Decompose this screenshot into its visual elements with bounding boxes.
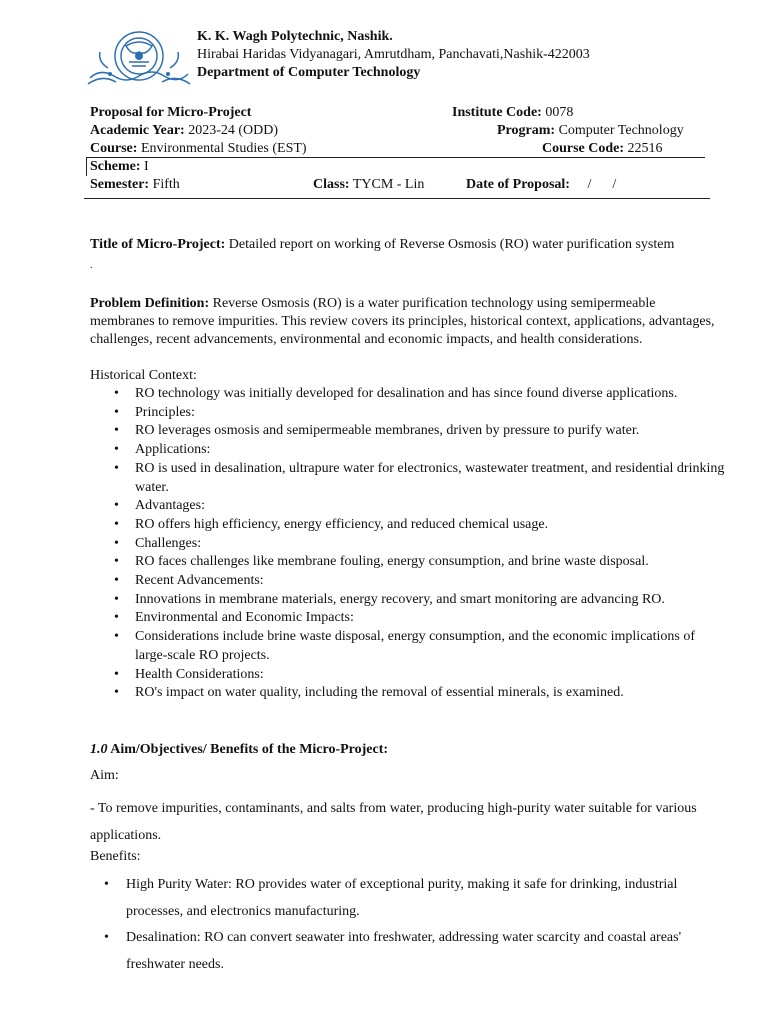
- aim-text: - To remove impurities, contaminants, and salts from water, producing high-purity water suitable for various applications.: [90, 801, 697, 843]
- title-label: Title of Micro-Project:: [90, 237, 226, 252]
- class: [313, 177, 424, 193]
- program-value: Computer Technology: [558, 123, 684, 138]
- benefits-list: [90, 872, 730, 978]
- scheme-value: I: [144, 159, 149, 174]
- institute-code-label: Institute Code:: [452, 105, 542, 120]
- meta-divider-top: [86, 157, 705, 158]
- institute-code: [452, 105, 573, 121]
- problem-text: Reverse Osmosis (RO) is a water purification technology using semipermeable membranes to remove impurities. This review covers its principles, historical context, applications, advantages, challenges, recent advancements, environmental and economic impacts, and health considerations.: [90, 296, 715, 347]
- list-item: • Advantages:: [90, 497, 730, 516]
- title-trailing-dot: .: [90, 260, 93, 271]
- list-item: • Environmental and Economic Impacts:: [90, 609, 730, 628]
- section-number: 1.0: [90, 742, 108, 757]
- problem-definition: [90, 295, 722, 349]
- problem-label: Problem Definition:: [90, 296, 210, 311]
- list-item: • RO is used in desalination, ultrapure water for electronics, wastewater treatment, and residential drinking water.: [90, 460, 730, 497]
- list-item: • Challenges:: [90, 535, 730, 554]
- department-name: Department of Computer Technology: [197, 65, 421, 80]
- historical-context-heading: Historical Context:: [90, 368, 197, 383]
- academic-year-value: 2023-24 (ODD): [188, 123, 279, 138]
- class-label: Class:: [313, 177, 350, 192]
- list-item: • Principles:: [90, 404, 730, 423]
- list-item: • Health Considerations:: [90, 666, 730, 685]
- list-item: • Innovations in membrane materials, energy recovery, and smart monitoring are advancing RO.: [90, 591, 730, 610]
- list-item: • RO's impact on water quality, including the removal of essential minerals, is examined.: [90, 684, 730, 703]
- course-label: Course:: [90, 141, 138, 156]
- program: [497, 123, 684, 139]
- date-label: Date of Proposal:: [466, 177, 570, 192]
- course-code-value: 22516: [627, 141, 663, 156]
- list-item: • RO technology was initially developed for desalination and has since found diverse applications.: [90, 385, 730, 404]
- institute-code-value: 0078: [545, 105, 574, 120]
- meta-divider-left: [86, 157, 87, 176]
- academic-year-label: Academic Year:: [90, 123, 185, 138]
- scheme: [90, 159, 149, 175]
- class-value: TYCM - Lin: [352, 177, 425, 192]
- semester: [90, 177, 180, 193]
- scheme-label: Scheme:: [90, 159, 141, 174]
- list-item: • High Purity Water: RO provides water of exceptional purity, making it safe for drinking, industrial processes, and electronics manufacturing.: [90, 872, 730, 925]
- list-item: • RO faces challenges like membrane fouling, energy consumption, and brine waste disposal.: [90, 553, 730, 572]
- problem-bullet-list: [90, 385, 730, 703]
- micro-project-title: [90, 236, 722, 254]
- proposal-heading: Proposal for Micro-Project: [90, 105, 252, 120]
- section-aims-heading: [90, 742, 388, 758]
- list-item: • Recent Advancements:: [90, 572, 730, 591]
- list-item: • RO leverages osmosis and semipermeable membranes, driven by pressure to purify water.: [90, 422, 730, 441]
- aim-label: Aim:: [90, 768, 119, 783]
- institute-name: K. K. Wagh Polytechnic, Nashik.: [197, 29, 393, 44]
- college-logo-icon: [86, 28, 192, 86]
- institute-address: Hirabai Haridas Vidyanagari, Amrutdham, Panchavati,Nashik-422003: [197, 47, 590, 62]
- course: [90, 141, 307, 157]
- section-title: Aim/Objectives/ Benefits of the Micro-Project:: [110, 742, 389, 757]
- semester-label: Semester:: [90, 177, 150, 192]
- list-item: • Considerations include brine waste disposal, energy consumption, and the economic implications of large-scale RO projects.: [90, 628, 730, 665]
- academic-year: [90, 123, 278, 139]
- list-item: • Applications:: [90, 441, 730, 460]
- date-value: / /: [587, 177, 617, 192]
- semester-value: Fifth: [152, 177, 180, 192]
- date-of-proposal: [466, 177, 616, 193]
- title-text: Detailed report on working of Reverse Osmosis (RO) water purification system: [228, 237, 675, 252]
- course-code-label: Course Code:: [542, 141, 625, 156]
- program-label: Program:: [497, 123, 556, 138]
- benefits-label: Benefits:: [90, 849, 141, 864]
- list-item: • RO offers high efficiency, energy efficiency, and reduced chemical usage.: [90, 516, 730, 535]
- list-item: • Desalination: RO can convert seawater into freshwater, addressing water scarcity and coastal areas' freshwater needs.: [90, 925, 730, 978]
- meta-divider-bottom: [84, 198, 710, 199]
- course-value: Environmental Studies (EST): [140, 141, 307, 156]
- course-code: [542, 141, 663, 157]
